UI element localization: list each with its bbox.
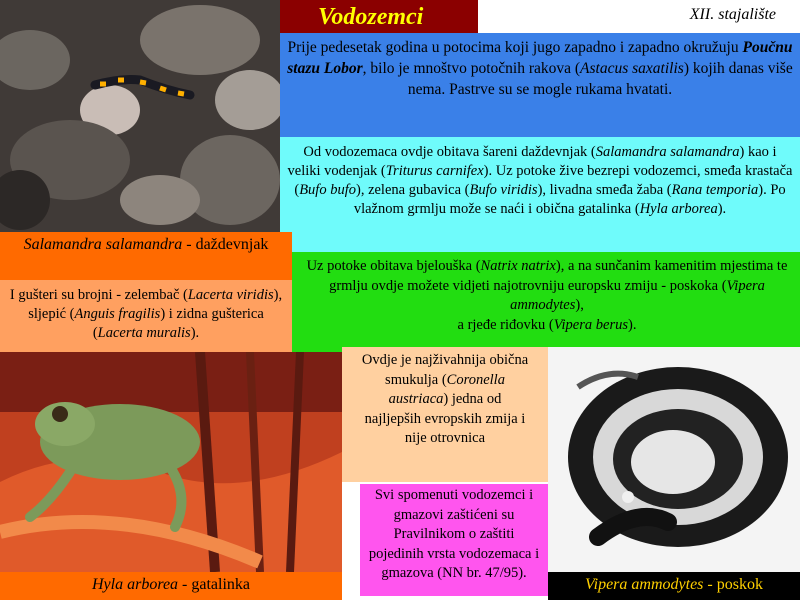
viper-photo bbox=[548, 347, 800, 572]
smooth-snake-text-1: Ovdje je najživahnija obična smukulja ( bbox=[361, 352, 529, 388]
station-label bbox=[478, 0, 800, 33]
snakes-text bbox=[300, 257, 794, 345]
amphibians-text-box bbox=[280, 137, 800, 252]
lizards-species-1: Lacerta viridis bbox=[187, 287, 274, 303]
salamander-caption bbox=[0, 232, 292, 280]
amphibians-text-5: ), livadna smeđa žaba ( bbox=[537, 182, 672, 198]
snakes-species-3: Vipera berus bbox=[553, 316, 628, 333]
smooth-snake-species: Coronella austriaca bbox=[388, 371, 505, 407]
lizards-species-2: Anguis fragilis bbox=[74, 306, 161, 322]
lobor-trail-name: Poučnu stazu Lobor bbox=[287, 39, 793, 77]
snakes-text-3: ), bbox=[575, 297, 584, 313]
crayfish-text-1: Prije pedesetak godina u potocima koji jugo zapadno i zapadno okružuju bbox=[287, 39, 743, 56]
salamander-photo bbox=[0, 0, 280, 232]
protection-text bbox=[360, 484, 548, 596]
snakes-text-5: ). bbox=[628, 316, 637, 333]
amphibians-species-6: Hyla arborea bbox=[639, 201, 718, 217]
frog-caption bbox=[0, 572, 342, 600]
lizards-species-3: Lacerta muralis bbox=[97, 325, 191, 341]
salamander-caption-text: - daždevnjak bbox=[182, 236, 269, 253]
viper-caption bbox=[548, 572, 800, 600]
snakes-species-1: Natrix natrix bbox=[480, 258, 556, 274]
frog-caption-species: Hyla arborea bbox=[91, 576, 179, 593]
snakes-text-1: Uz potoke obitava bjelouška ( bbox=[306, 258, 481, 274]
amphibians-text-4: ), zelena gubavica ( bbox=[355, 182, 470, 198]
viper-caption-species: Vipera ammodytes bbox=[585, 576, 704, 593]
lizards-text-4: ). bbox=[190, 325, 200, 341]
smooth-snake-text-box bbox=[342, 347, 548, 482]
page-title bbox=[280, 0, 478, 33]
amphibians-text-3: ). Uz potoke žive bezrepi vodozemci, smeđa krastača ( bbox=[294, 163, 793, 198]
amphibians-species-5: Rana temporia bbox=[671, 182, 759, 198]
crayfish-text-box bbox=[280, 33, 800, 137]
lizards-text-3: ) i zidna gušterica ( bbox=[92, 306, 264, 341]
amphibians-text-7: ). bbox=[717, 201, 727, 217]
station-text: XII. stajalište bbox=[689, 6, 776, 23]
lizards-text-box bbox=[0, 280, 292, 352]
tree-frog-photo bbox=[0, 352, 342, 572]
amphibians-species-4: Bufo viridis bbox=[469, 182, 538, 198]
crayfish-species: Astacus saxatilis bbox=[580, 60, 684, 77]
snakes-text-4: a rjeđe riđovku ( bbox=[457, 316, 554, 333]
amphibians-species-1: Salamandra salamandra bbox=[595, 144, 740, 160]
snakes-species-2: Vipera ammodytes bbox=[510, 277, 765, 313]
lizards-text-2: ), sljepić ( bbox=[28, 287, 283, 322]
amphibians-species-2: Triturus carnifex bbox=[385, 163, 484, 179]
crayfish-text-3: ) kojih danas više nema. Pastrve su se mogle rukama hvatati. bbox=[407, 60, 793, 98]
frog-caption-text: - gatalinka bbox=[178, 576, 251, 593]
protection-text-1: Svi spomenuti vodozemci i gmazovi zaštićeni su Pravilnikom o zaštiti pojedinih vrsta vodozemaca i gmazova (NN br. 47/95). bbox=[368, 487, 540, 581]
amphibians-species-3: Bufo bufo bbox=[299, 182, 356, 198]
crayfish-text-2: , bilo je mnoštvo potočnih rakova ( bbox=[362, 60, 581, 77]
salamander-caption-species: Salamandra salamandra bbox=[23, 236, 183, 253]
lizards-text-1: I gušteri su brojni - zelembač ( bbox=[9, 287, 188, 303]
amphibians-text-2: ) kao i veliki vodenjak ( bbox=[287, 144, 777, 179]
snakes-text-2: ), a na sunčanim kamenitim mjestima te grmlju ovdje možete vidjeti najotrovniju europsku zmiju - poskoka ( bbox=[329, 258, 788, 294]
viper-caption-text: - poskok bbox=[703, 576, 763, 593]
smooth-snake-text-2: ) jedna od najljepših evropskih zmija i nije otrovnica bbox=[364, 391, 526, 446]
amphibians-text-1: Od vodozemaca ovdje obitava šareni daždevnjak ( bbox=[303, 144, 596, 160]
page-title-text: Vodozemci bbox=[318, 4, 424, 30]
amphibians-text-6: ). Po vlažnom grmlju može se naći i obična gatalinka ( bbox=[353, 182, 786, 217]
